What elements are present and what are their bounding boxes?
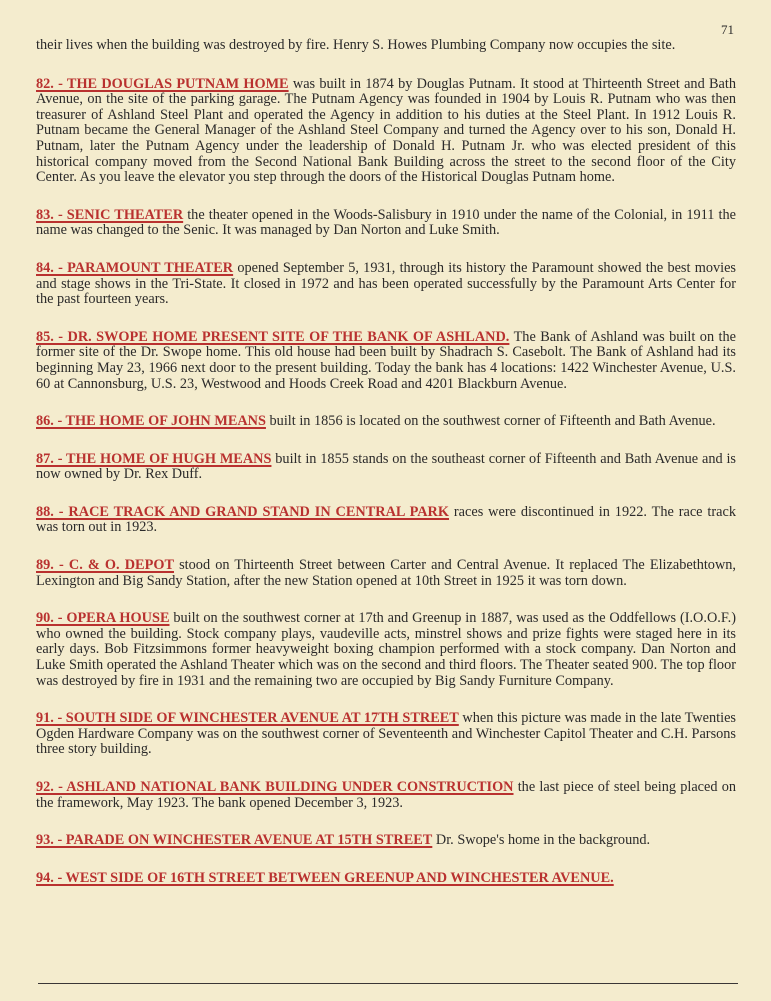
entry-body: built in 1855 stands on the southeast corner of Fifteenth and Bath Avenue and is now owned by Dr. Rex Duff. <box>36 450 736 483</box>
bottom-divider <box>38 983 738 984</box>
page-body <box>36 38 736 908</box>
entry-title: 84. - PARAMOUNT THEATER <box>36 259 234 276</box>
entry-body: was built in 1874 by Douglas Putnam. It stood at Thirteenth Street and Bath Avenue, on the site of the parking garage. The Putnam Agency was founded in 1904 by Louis R. Putnam who was then treasurer of Ashland Steel Plant and operated the Agency in addition to his duties at the Steel Plant. In 1912 Louis R. Putnam became the General Manager of the Ashland Steel Company and turned the Agency over to his son, Donald H. Putnam, later the Putnam Agency under the leadership of Donald H. Putnam Jr. who was elected president of this historical company moved from the Second National Bank Building across the street to the second floor of the City Center. As you leave the elevator you step through the doors of the Historical Douglas Putnam home. <box>36 75 736 186</box>
page-number: 71 <box>721 22 734 37</box>
entry-body: the last piece of steel being placed on the framework, May 1923. The bank opened December 3, 1923. <box>36 779 737 811</box>
entry-89 <box>36 558 736 589</box>
entry-title: 91. - SOUTH SIDE OF WINCHESTER AVENUE AT 17TH STREET <box>36 710 459 727</box>
entry-body: when this picture was made in the late Twenties Ogden Hardware Company was on the southwest corner of Seventeenth and Winchester Capitol Theater and C.H. Parsons three story building. <box>36 710 736 758</box>
entry-title: 87. - THE HOME OF HUGH MEANS <box>36 450 272 467</box>
entry-83 <box>36 208 736 239</box>
entry-body: built in 1856 is located on the southwest corner of Fifteenth and Bath Avenue. <box>265 413 716 430</box>
entry-title: 82. - THE DOUGLAS PUTNAM HOME <box>36 75 289 92</box>
entry-title: 90. - OPERA HOUSE <box>36 610 170 627</box>
entry-title: 89. - C. & O. DEPOT <box>36 557 174 574</box>
entry-85 <box>36 330 736 392</box>
entry-title: 88. - RACE TRACK AND GRAND STAND IN CENTRAL PARK <box>36 503 450 520</box>
entry-body: opened September 5, 1931, through its history the Paramount showed the best movies and stage shows in the Tri-State. It closed in 1972 and has been operated successfully by the Paramount Arts Center for the past fourteen years. <box>36 259 736 308</box>
entry-93 <box>36 833 736 849</box>
entry-body: stood on Thirteenth Street between Carter and Central Avenue. It replaced The Elizabethtown, Lexington and Big Sandy Station, after the new Station opened at 10th Street in 1925 it was torn down. <box>36 557 737 589</box>
entry-92 <box>36 780 736 811</box>
entry-title: 85. - DR. SWOPE HOME PRESENT SITE OF THE BANK OF ASHLAND. <box>36 328 510 345</box>
entry-86 <box>36 414 736 430</box>
entry-title: 86. - THE HOME OF JOHN MEANS <box>36 413 266 430</box>
entry-body: The Bank of Ashland was built on the former site of the Dr. Swope home. This old house had been built by Shadrach S. Casebolt. The Bank of Ashland had its beginning May 23, 1966 next door to the present building. Today the bank has 4 locations: 1422 Winchester Avenue, U.S. 60 at Cannonsburg, U.S. 23, Westwood and Hoods Creek Road and 4201 Blackburn Avenue. <box>36 328 736 392</box>
entry-90 <box>36 611 736 689</box>
entry-body: the theater opened in the Woods-Salisbury in 1910 under the name of the Colonial, in 1911 the name was changed to the Senic. It was managed by Dan Norton and Luke Smith. <box>36 206 736 239</box>
continuation-paragraph: their lives when the building was destroyed by fire. Henry S. Howes Plumbing Company now occupies the site. <box>36 37 676 53</box>
entry-82 <box>36 77 736 186</box>
entry-84 <box>36 261 736 308</box>
entry-88 <box>36 505 736 536</box>
entry-body: races were discontinued in 1922. The race track was torn out in 1923. <box>36 503 736 536</box>
entry-87 <box>36 452 736 483</box>
entry-94 <box>36 871 736 887</box>
entry-title: 92. - ASHLAND NATIONAL BANK BUILDING UNDER CONSTRUCTION <box>36 779 514 795</box>
entry-title: 83. - SENIC THEATER <box>36 206 184 223</box>
entry-title: 93. - PARADE ON WINCHESTER AVENUE AT 15TH STREET <box>36 832 433 849</box>
entry-body: built on the southwest corner at 17th and Greenup in 1887, was used as the Oddfellows (I.O.O.F.) who owned the building. Stock company plays, vaudeville acts, minstrel shows and prize fights were staged here in its early days. Bob Fitzsimmons former heavyweight boxing champion performed with a stock company. Dan Norton and Luke Smith operated the Ashland Theater which was on the second and third floors. The Theater seated 900. The top floor was destroyed by fire in 1931 and the remaining two are occupied by Big Sandy Furniture Company. <box>36 610 736 689</box>
entry-body: Dr. Swope's home in the background. <box>432 832 651 849</box>
entry-91 <box>36 711 736 758</box>
entry-title: 94. - WEST SIDE OF 16TH STREET BETWEEN GREENUP AND WINCHESTER AVENUE. <box>36 869 614 886</box>
